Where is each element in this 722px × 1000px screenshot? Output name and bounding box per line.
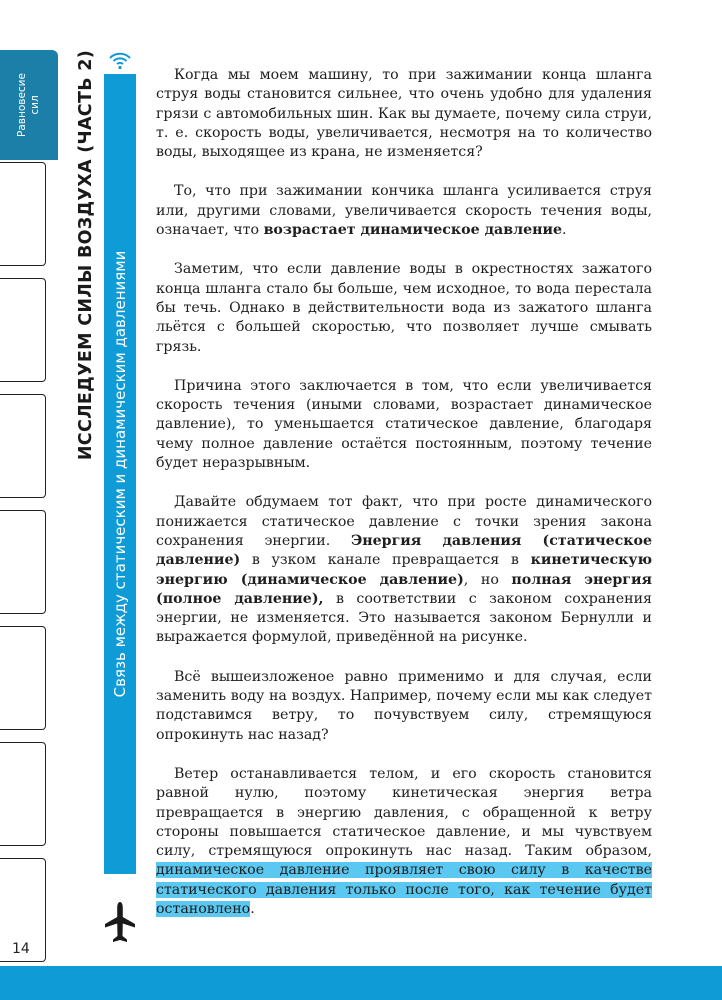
paragraph-1: Когда мы моем машину, то при зажимании конца шланга струя воды становится сильнее, что очень удобно для удаления грязи с автомобильных шин. Как вы думаете, почему сила струи, т. е. скорость воды, увеличивается, несмотря на то количество воды, выходящее из крана, не изменяется? — [156, 67, 652, 161]
p5-text-e: , но — [463, 571, 512, 588]
p2-bold: возрастает динамическое давление — [263, 222, 563, 239]
tab-4[interactable] — [0, 394, 46, 498]
tab-balance-of-forces-label — [0, 50, 58, 160]
p2-text-c: . — [562, 222, 567, 239]
p7-text-a: Ветер останавливается телом, и его скорость становится равной нулю, поэтому кинетическая энергия ветра превращается в энергию давления, с обращенной к ветру стороны повышается статическое давление, и мы чувствуем силу, стремящуюся опрокинуть нас назад. Таким образом, — [156, 765, 652, 860]
wifi-signal-icon — [106, 46, 134, 70]
tab-7[interactable] — [0, 742, 46, 846]
tab-6[interactable] — [0, 626, 46, 730]
paragraph-4: Причина этого заключается в том, что если увеличивается скорость течения (иными словами, возрастает динамическое давление), то уменьшается статическое давление, благодаря чему полное давление остаётся постоянным, поэтому течение будет неразрывным. — [156, 377, 652, 472]
paragraph-3: Заметим, что если давление воды в окрестностях зажатого конца шланга стало бы больше, чем исходное, то вода перестала бы течь. Однако в действительности вода из зажатого шланга льётся с большей скоростью, что позволяет лучше смывать грязь. — [156, 261, 652, 355]
p5-bold-d: кинетическую энергию (динамическое давление) — [156, 552, 652, 588]
tab-3[interactable] — [0, 278, 46, 382]
paragraph-2 — [156, 182, 652, 240]
p7-highlight: динамическое давление проявляет свою силу в качестве статического давления только после того, как течение будет остановлено — [156, 862, 652, 917]
tab-label-line1: Равновесие — [16, 73, 28, 137]
tab-label-line2: сил — [29, 95, 41, 115]
chapter-subtitle: Связь между статическим и динамическим давлениями — [111, 250, 129, 698]
p2-text-a: То, что при зажимании кончика шланга усиливается струя или, другими словами, увеличивается скорость течения воды, означает, что — [156, 183, 652, 239]
p5-text-a: Давайте обдумаем тот факт, что при росте динамического понижается статическое давление с точки зрения закона сохранения энергии. — [156, 494, 652, 549]
paragraph-7 — [156, 765, 652, 919]
p5-bold-b: Энергия давления (статическое давление) — [156, 532, 652, 569]
chapter-title-text: ИССЛЕДУЕМ СИЛЫ ВОЗДУХА (ЧАСТЬ 2) — [76, 50, 96, 461]
tab-5[interactable] — [0, 510, 46, 614]
p5-text-g: в соответствии с законом сохранения энергии, не изменяется. Это называется законом Бернулли и выражается формулой, приведённой на рисунке. — [156, 590, 653, 646]
tab-balance-of-forces[interactable] — [0, 50, 58, 160]
p5-bold-f: полная энергия (полное давление), — [156, 571, 652, 607]
tab-2[interactable] — [0, 162, 46, 266]
main-text — [156, 66, 652, 939]
p5-text-c: в узком канале превращается в — [240, 552, 531, 569]
p7-text-c: . — [250, 900, 255, 917]
paragraph-6: Всё вышеизложеное равно применимо и для случая, если заменить воду на воздух. Например, почему если мы как следует подставимся ветру, то почувствуем силу, стремящуюся опрокинуть нас назад? — [156, 668, 652, 743]
paragraph-5 — [156, 493, 652, 647]
chapter-subtitle-bar — [104, 74, 136, 874]
bottom-band — [0, 966, 722, 1000]
airplane-icon — [103, 900, 137, 946]
page-number: 14 — [12, 941, 30, 957]
chapter-title — [74, 50, 98, 930]
section-tabs — [0, 50, 65, 970]
